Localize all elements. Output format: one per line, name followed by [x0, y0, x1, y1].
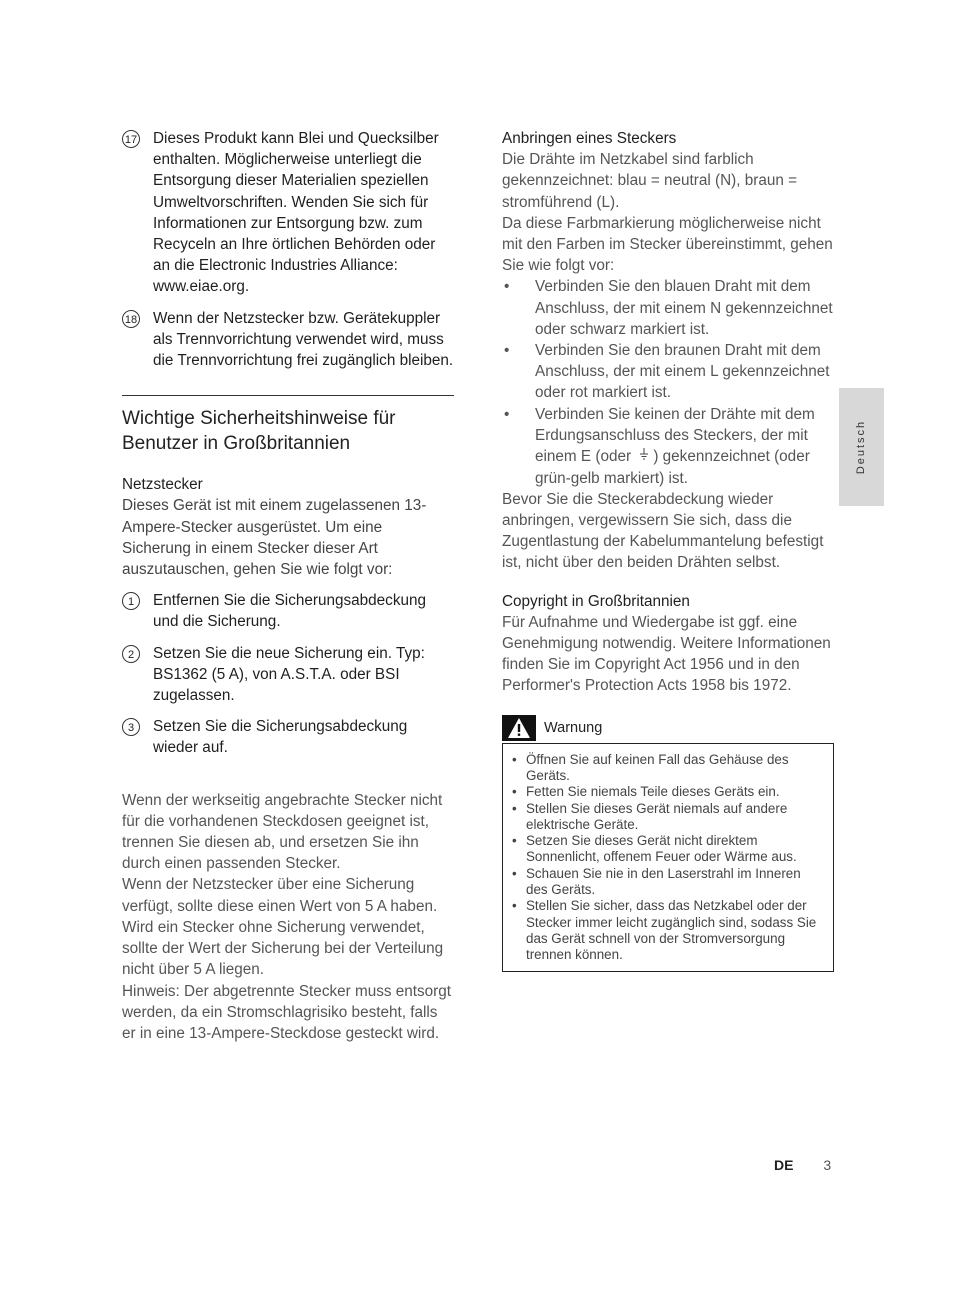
stecker-paragraph-2: Da diese Farbmarkierung möglicherweise nicht mit den Farben im Stecker übereinstimmt, gehen Sie wie folgt vor:	[502, 214, 833, 275]
item-text: Dieses Produkt kann Blei und Quecksilber enthalten. Möglicherweise unterliegt die Entsorgung dieser Materialien speziellen Umweltvorschriften. Wenden Sie sich für Informationen zur Entsorgung bzw. zum Recyceln an Ihre örtlichen Behörden oder an die Electronic Industries Alliance: www.eiae.org.	[153, 130, 439, 296]
warning-header	[502, 715, 834, 741]
step-3	[122, 716, 454, 758]
warning-item: • Stellen Sie sicher, dass das Netzkabel oder der Stecker immer leicht zugänglich sind, sodass Sie das Gerät schnell von der Stromversorgung trennen können.	[511, 898, 825, 963]
paragraph-stecker-ersetzen: Wenn der werkseitig angebrachte Stecker nicht für die vorhandenen Steckdosen geeignet ist, trennen Sie diesen ab, und ersetzen Sie ihn durch einen passenden Stecker.	[122, 791, 443, 873]
step-number: 2	[122, 645, 140, 663]
warning-item: • Öffnen Sie auf keinen Fall das Gehäuse des Geräts.	[511, 752, 825, 785]
copyright-text: Für Aufnahme und Wiedergabe ist ggf. eine Genehmigung notwendig. Weitere Informationen finden Sie im Copyright Act 1956 und in den Performer's Protection Acts 1958 bis 1972.	[502, 613, 831, 695]
stecker-paragraph-3: Bevor Sie die Steckerabdeckung wieder anbringen, vergewissern Sie sich, dass die Zugentlastung der Kabelummantelung befestigt ist, nicht über den beiden Drähten selbst.	[502, 490, 824, 572]
warning-label: Warnung	[544, 719, 603, 736]
warning-item: • Setzen Sie dieses Gerät nicht direktem Sonnenlicht, offenem Feuer oder Wärme aus.	[511, 833, 825, 866]
item-number: 18	[122, 310, 140, 328]
warning-item: • Schauen Sie nie in den Laserstrahl im Inneren des Geräts.	[511, 866, 825, 899]
step-2	[122, 643, 454, 707]
warning-list	[511, 752, 825, 964]
bullet-item: • Verbinden Sie den braunen Draht mit dem Anschluss, der mit einem L gekennzeichnet oder rot markiert ist.	[502, 340, 834, 404]
step-text: Setzen Sie die neue Sicherung ein. Typ: BS1362 (5 A), von A.S.T.A. oder BSI zugelassen.	[153, 644, 425, 705]
item-number: 17	[122, 130, 140, 148]
page-number: 3	[823, 1157, 832, 1173]
ground-symbol-icon	[639, 446, 649, 467]
warning-item: • Stellen Sie dieses Gerät niemals auf andere elektrische Geräte.	[511, 801, 825, 834]
stecker-heading: Anbringen eines Steckers	[502, 130, 677, 147]
page-footer	[774, 1157, 831, 1173]
bullet-text-end: ) gekennzeichnet (oder grün-gelb markiert) ist.	[535, 448, 810, 487]
step-1	[122, 590, 454, 632]
warning-item: • Fetten Sie niemals Teile dieses Geräts ein.	[511, 784, 825, 800]
step-text: Entfernen Sie die Sicherungsabdeckung und die Sicherung.	[153, 592, 426, 631]
paragraph-hinweis: Hinweis: Der abgetrennte Stecker muss entsorgt werden, da ein Stromschlagrisiko besteht, falls er in eine 13-Ampere-Steckdose gesteckt wird.	[122, 982, 452, 1042]
stecker-paragraph-1: Die Drähte im Netzkabel sind farblich gekennzeichnet: blau = neutral (N), braun = stromführend (L).	[502, 151, 798, 211]
section-title: Wichtige Sicherheitshinweise für Benutzer in Großbritannien	[122, 408, 396, 455]
bullet-item: • Verbinden Sie den blauen Draht mit dem Anschluss, der mit einem N gekennzeichnet oder schwarz markiert ist.	[502, 276, 834, 340]
section-divider	[122, 395, 454, 396]
wiring-bullet-list	[502, 276, 834, 488]
bullet-text-start: Verbinden Sie keinen der Drähte mit dem Erdungsanschluss des Steckers, der mit einem E (oder	[535, 405, 815, 466]
step-number: 1	[122, 592, 140, 610]
paragraph-sicherung-wert: Wenn der Netzstecker über eine Sicherung verfügt, sollte diese einen Wert von 5 A haben. Wird ein Stecker ohne Sicherung verwendet, sollte der Wert der Sicherung bei der Verteilung nicht über 5 A liegen.	[122, 876, 444, 979]
netzstecker-heading: Netzstecker	[122, 476, 203, 494]
left-column	[122, 128, 454, 1044]
warning-icon	[502, 715, 536, 741]
side-tab-label: Deutsch	[855, 419, 868, 475]
step-number: 3	[122, 718, 140, 736]
copyright-heading: Copyright in Großbritannien	[502, 592, 690, 610]
language-side-tab	[839, 388, 884, 506]
item-text: Wenn der Netzstecker bzw. Gerätekuppler als Trennvorrichtung verwendet wird, muss die Trennvorrichtung frei zugänglich bleiben.	[153, 309, 454, 370]
footer-language-code: DE	[774, 1157, 794, 1173]
netzstecker-text: Dieses Gerät ist mit einem zugelassenen 13-Ampere-Stecker ausgerüstet. Um eine Sicherung in einem Stecker dieser Art auszutauschen, gehen Sie wie folgt vor:	[122, 497, 427, 579]
numbered-item-17	[122, 128, 454, 298]
bullet-item	[502, 404, 834, 489]
step-text: Setzen Sie die Sicherungsabdeckung wieder auf.	[153, 718, 408, 757]
numbered-item-18	[122, 308, 454, 372]
warning-box	[502, 743, 834, 973]
right-column	[502, 128, 834, 972]
